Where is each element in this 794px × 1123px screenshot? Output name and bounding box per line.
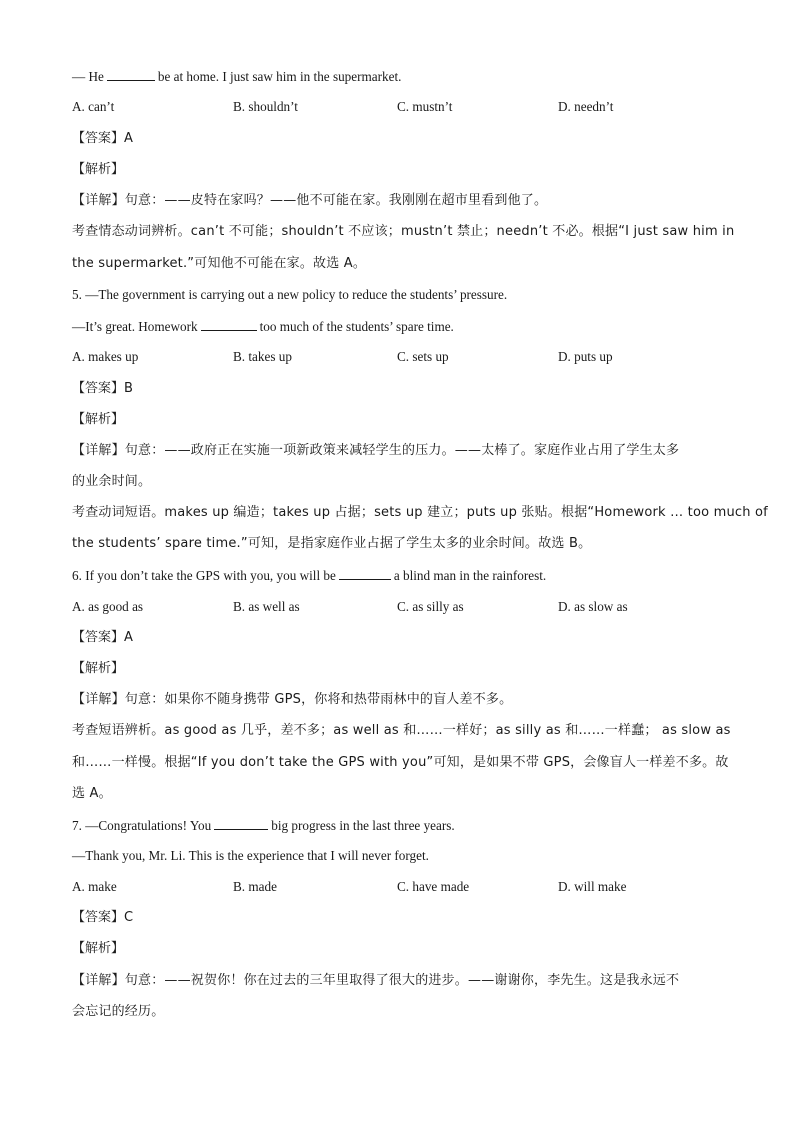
- q7-option-c: C. have made: [397, 879, 470, 894]
- q6-stem-after: a blind man in the rainforest.: [393, 568, 547, 583]
- q4-options: [72, 98, 732, 116]
- q5-option-d: D. puts up: [558, 349, 613, 364]
- q5-analysis-label: 【解析】: [72, 412, 125, 427]
- q4-option-b: B. shouldn’t: [233, 99, 298, 114]
- q4-stem: [72, 67, 401, 86]
- q5-stem-after: too much of the students’ spare time.: [259, 319, 454, 334]
- q6-explain-line1: 考查短语辨析。as good as 几乎，差不多；as well as 和……一样好；as silly as 和……一样蠢； as slow as: [72, 723, 731, 738]
- q7-answer-blank: [214, 816, 268, 830]
- q6-answer-blank: [339, 566, 391, 580]
- q6-option-c: C. as silly as: [397, 599, 464, 614]
- q4-option-a: A. can’t: [72, 99, 115, 114]
- q5-option-a: A. makes up: [72, 349, 139, 364]
- q6-option-d: D. as slow as: [558, 599, 628, 614]
- q4-explain-line2: the supermarket.”可知他不可能在家。故选 A。: [72, 256, 367, 271]
- q5-option-b: B. takes up: [233, 349, 292, 364]
- q6-detail: 【详解】句意：如果你不随身携带 GPS，你将和热带雨林中的盲人差不多。: [72, 692, 513, 707]
- q7-analysis-label: 【解析】: [72, 941, 125, 956]
- q6-options: [72, 598, 732, 616]
- q4-explain-line1: 考查情态动词辨析。can’t 不可能；shouldn’t 不应该；mustn’t 禁止；needn’t 不必。根据“I just saw him in: [72, 224, 735, 239]
- q4-answer: 【答案】A: [72, 131, 133, 146]
- q7-detail-line2: 会忘记的经历。: [72, 1004, 165, 1019]
- q7-detail-line1: 【详解】句意：——祝贺你！你在过去的三年里取得了很大的进步。——谢谢你，李先生。这是我永远不: [72, 973, 680, 988]
- q6-analysis-label: 【解析】: [72, 661, 125, 676]
- q7-option-d: D. will make: [558, 879, 627, 894]
- q4-option-c: C. mustn’t: [397, 99, 453, 114]
- q4-stem-before: — He: [72, 69, 104, 84]
- q5-detail-line1: 【详解】句意：——政府正在实施一项新政策来减轻学生的压力。——太棒了。家庭作业占用了学生太多: [72, 443, 680, 458]
- q5-options: [72, 348, 732, 366]
- q5-stem-before: —It’s great. Homework: [72, 319, 198, 334]
- q5-answer: 【答案】B: [72, 381, 133, 396]
- q7-option-b: B. made: [233, 879, 277, 894]
- q5-explain-line1: 考查动词短语。makes up 编造；takes up 占据；sets up 建立；puts up 张贴。根据“Homework … too much of: [72, 505, 768, 520]
- q6-stem: [72, 566, 546, 585]
- q4-analysis-label: 【解析】: [72, 162, 125, 177]
- q5-answer-blank: [201, 317, 257, 331]
- q5-line1: 5. —The government is carrying out a new policy to reduce the students’ pressure.: [72, 287, 508, 302]
- q7-answer: 【答案】C: [72, 910, 134, 925]
- q6-stem-before: 6. If you don’t take the GPS with you, you will be: [72, 568, 336, 583]
- q5-option-c: C. sets up: [397, 349, 449, 364]
- q4-detail: 【详解】句意：——皮特在家吗？——他不可能在家。我刚刚在超市里看到他了。: [72, 193, 548, 208]
- q6-explain-line3: 选 A。: [72, 786, 112, 801]
- q7-stem-before: 7. —Congratulations! You: [72, 818, 212, 833]
- q6-option-b: B. as well as: [233, 599, 300, 614]
- q4-stem-after: be at home. I just saw him in the supermarket.: [157, 69, 402, 84]
- q5-detail-line2: 的业余时间。: [72, 474, 152, 489]
- q5-stem: [72, 317, 454, 336]
- q5-explain-line2: the students’ spare time.”可知，是指家庭作业占据了学生太多的业余时间。故选 B。: [72, 536, 592, 551]
- q7-option-a: A. make: [72, 879, 117, 894]
- q7-stem-after: big progress in the last three years.: [271, 818, 455, 833]
- q7-options: [72, 878, 732, 896]
- q6-answer: 【答案】A: [72, 630, 133, 645]
- q4-answer-blank: [107, 67, 155, 81]
- q4-option-d: D. needn’t: [558, 99, 614, 114]
- q7-line2: —Thank you, Mr. Li. This is the experience that I will never forget.: [72, 848, 429, 863]
- q6-explain-line2: 和……一样慢。根据“If you don’t take the GPS with you”可知，是如果不带 GPS，会像盲人一样差不多。故: [72, 755, 729, 770]
- q7-stem: [72, 816, 455, 835]
- q6-option-a: A. as good as: [72, 599, 144, 614]
